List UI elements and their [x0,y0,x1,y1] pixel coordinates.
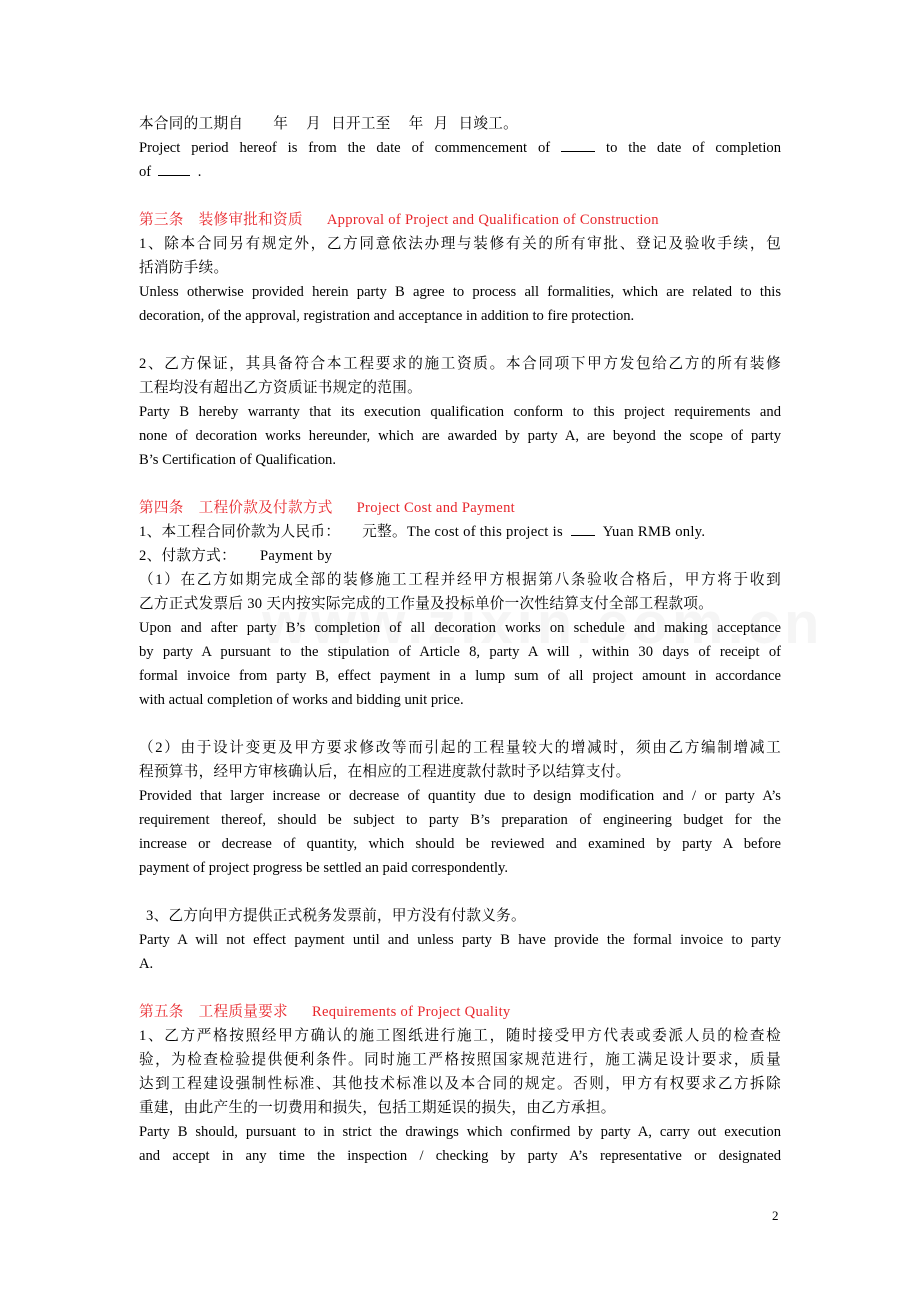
article4-s2-en-4: payment of project progress be settled an paid correspondently. [139,860,509,876]
blank-completion [158,161,190,176]
article4-s2-zh-1: （2）由于设计变更及甲方要求修改等而引起的工程量较大的增减时，须由乙方编制增减工 [139,740,781,756]
intro-zh-end: 日竣工。 [458,116,519,132]
article3-p2-en-2: none of decoration works hereunder, which are awarded by party A, are beyond the scope of party [139,428,781,444]
article3-heading-zh: 第三条 装修审批和资质 [139,212,303,228]
intro-zh-month: 月 [306,116,322,132]
article3-heading [139,208,781,232]
article5-heading [139,1000,781,1024]
intro-zh-month-2: 月 [433,116,449,132]
article4-item1-en-a: The cost of this project is [406,524,563,540]
article5-heading-en: Requirements of Project Quality [311,1004,511,1020]
article4-s2-en-3: increase or decrease of quantity, which should be reviewed and examined by party A before [139,836,781,852]
article4-item1-en-b: Yuan RMB only. [602,524,706,540]
intro-en-1a: Project period hereof is from the date of commencement of [139,140,551,156]
intro-en-line-2 [139,160,781,184]
article3-p1-zh-1: 1、除本合同另有规定外，乙方同意依法办理与装修有关的所有审批、登记及验收手续，包 [139,236,781,252]
article3-p1-en-2: decoration, of the approval, registration and acceptance in addition to fire protection. [139,308,635,324]
blank-cost [571,521,595,536]
article4-item3-en-1: Party A will not effect payment until and unless party B have provide the formal invoice to party [139,932,781,948]
article5-p1-en-1: Party B should, pursuant to in strict the drawings which confirmed by party A, carry out execution [139,1124,781,1140]
blank-commencement [561,137,595,152]
article4-heading-en: Project Cost and Payment [356,500,516,516]
intro-zh-start: 日开工至 [331,116,391,132]
article3-p2-en-3: B’s Certification of Qualification. [139,452,336,468]
article3-p2-en-1: Party B hereby warranty that its execution qualification conform to this project requirements and [139,404,781,420]
article5-p1-zh-3: 达到工程建设强制性标准、其他技术标准以及本合同的规定。否则，甲方有权要求乙方拆除 [139,1076,781,1092]
intro-en-1b: to the date of completion [606,140,781,156]
article4-item1-zh-b: 元整。 [362,524,407,540]
article4-s1-zh-2: 乙方正式发票后 30 天内按实际完成的工作量及投标单价一次性结算支付全部工程款项。 [139,596,714,612]
article4-item2-en: Payment by [259,548,333,564]
intro-zh-line [139,112,781,136]
article4-item2 [139,544,781,568]
intro-en-2b: . [197,164,202,180]
article5-p1-zh-4: 重建，由此产生的一切费用和损失，包括工期延误的损失，由乙方承担。 [139,1100,616,1116]
article4-s1-en-3: formal invoice from party B, effect payment in a lump sum of all project amount in accordance [139,668,781,684]
intro-en-line-1 [139,136,781,160]
article4-s1-zh-1: （1）在乙方如期完成全部的装修施工工程并经甲方根据第八条验收合格后，甲方将于收到 [139,572,781,588]
article4-s2-zh-2: 程预算书，经甲方审核确认后，在相应的工程进度款付款时予以结算支付。 [139,764,631,780]
article3-p1-en-1: Unless otherwise provided herein party B agree to process all formalities, which are related to this [139,284,781,300]
article4-s1-en-2: by party A pursuant to the stipulation of Article 8, party A will , within 30 days of receipt of [139,644,781,660]
intro-en-2a: of [139,164,152,180]
article4-s2-en-2: requirement thereof, should be subject to party B’s preparation of engineering budget for the [139,812,781,828]
article4-s1-en-4: with actual completion of works and bidding unit price. [139,692,464,708]
article4-s1-en-1: Upon and after party B’s completion of all decoration works on schedule and making acceptance [139,620,781,636]
article5-heading-zh: 第五条 工程质量要求 [139,1004,288,1020]
article4-s2-en-1: Provided that larger increase or decrease of quantity due to design modification and / or party A’s [139,788,781,804]
intro-zh-year: 年 [273,116,289,132]
article3-p2-zh-1: 2、乙方保证，其具备符合本工程要求的施工资质。本合同项下甲方发包给乙方的所有装修 [139,356,781,372]
article4-item2-zh: 2、付款方式： [139,548,236,564]
article5-p1-zh-2: 验，为检查检验提供便利条件。同时施工严格按照国家规范进行，施工满足设计要求，质量 [139,1052,781,1068]
article4-item1-zh: 1、本工程合同价款为人民币： [139,524,341,540]
article5-p1-en-2: and accept in any time the inspection / checking by party A’s representative or designated [139,1148,781,1164]
article4-heading [139,496,781,520]
document-page [139,112,781,1168]
article4-item1 [139,520,781,544]
intro-zh-year-2: 年 [408,116,424,132]
intro-zh-0: 本合同的工期自 [139,116,244,132]
article3-heading-en: Approval of Project and Qualification of Construction [326,212,659,228]
article4-heading-zh: 第四条 工程价款及付款方式 [139,500,333,516]
page-number: 2 [772,1208,779,1223]
article3-p2-zh-2: 工程均没有超出乙方资质证书规定的范围。 [139,380,422,396]
article4-item3-en-2: A. [139,956,154,972]
article5-p1-zh-1: 1、乙方严格按照经甲方确认的施工图纸进行施工，随时接受甲方代表或委派人员的检查检 [139,1028,781,1044]
article4-item3-zh: 3、乙方向甲方提供正式税务发票前，甲方没有付款义务。 [146,908,526,924]
article3-p1-zh-2: 括消防手续。 [139,260,229,276]
